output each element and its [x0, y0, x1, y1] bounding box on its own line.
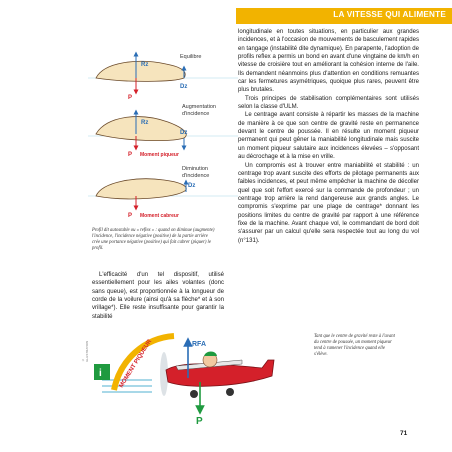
reflex-profile-diagram: [88, 36, 238, 224]
paragraph: Un compromis est à trouver entre maniabilité et stabilité : un centrage trop avant suscite des efforts de pilotage permanents aux faibles incidences, et peut même empêcher la machine de décoller quel que soit l'effort exercé sur la commande de profondeur ; un centrage trop arrière la rend dangereuse aux grands angles. Le compromis s'exprime par une plage de centrage* donnant les positions limites du centre de gravité par rapport à une référence fixe de la machine. Avant chaque vol, le commandant de bord doit s'assurer par un calcul qu'elle sera respectée tout au long du vol (n°131).: [238, 162, 419, 244]
diagram-state-equilibrium: [88, 54, 238, 101]
moment-piqueur-label: Moment piqueur: [140, 152, 179, 158]
paragraph: Le centrage avant consiste à répartir les masses de la machine de manière à ce que son centre de gravité reste en permanence devant le centre de poussée. Il en résulte un moment piqueur permanent qui peut gêner la maniabilité longitudinale mais suscite un moment piqueur salutaire aux incidences élevées – s'opposant au décrochage et à la mise en vrille.: [238, 112, 419, 161]
p-label: P: [128, 213, 133, 219]
p-label: P: [128, 95, 133, 101]
dz-label: Dz: [188, 183, 196, 189]
moment-cabreur-label: Moment cabreur: [140, 213, 179, 219]
wheel: [190, 390, 198, 398]
dz-label: Dz: [180, 84, 188, 90]
state-label-increase-line1: Augmentation: [182, 104, 216, 110]
moment-piqueur-text: MOMENT PIQUEUR: [118, 338, 154, 390]
incidence-badge: [94, 364, 110, 380]
rfa-label: RFA: [192, 341, 206, 348]
pilot-cap: [204, 352, 217, 357]
chapter-header-bar: [236, 8, 452, 24]
diagram-caption: Profil dit autostable ou « reflex » : quand on diminue (augmente) l'incidence, l'incidence négative (positive) de la partie arrière crée une portance négative (positive) qui fait cabrer (piquer) le profil.: [92, 228, 215, 251]
paragraph: Trois principes de stabilisation complémentaires sont utilisés selon la classe d'ULM.: [238, 95, 419, 111]
page-number: 71: [400, 430, 408, 437]
chapter-title: LA VITESSE QUI ALIMENTE: [333, 10, 446, 19]
state-label-increase-line2: d'incidence: [182, 111, 210, 117]
left-column-text: [92, 271, 224, 321]
dz-label: Dz: [180, 130, 188, 136]
wheel: [226, 388, 234, 396]
state-label-decrease-line1: Diminution: [182, 166, 208, 172]
paragraph: L'efficacité d'un tel dispositif, utilisé essentiellement pour les ailes volantes (donc sans queue), est proportionnée à la longueur de corde de la voilure (ainsi qu'à sa flèche* et à son vrillage*). Elle reste insuffisante pour garantir la stabilité: [92, 272, 224, 320]
illustration-caption: Tant que le centre de gravité reste à l'avant du centre de poussée, un moment piqueur tend à ramener l'incidence quand elle s'élève.: [314, 334, 395, 357]
diagram-state-incidence-decrease: [88, 166, 238, 219]
state-label-equilibrium: Equilibre: [180, 54, 202, 60]
right-column-text: [238, 28, 419, 245]
state-label-decrease-line2: d'incidence: [182, 173, 210, 179]
weight-label: P: [196, 416, 203, 427]
illustration-credit: © ILLUSTRATION: [81, 340, 89, 362]
ulm-cartoon-illustration: [92, 330, 302, 430]
paragraph: longitudinale en toutes situations, en particulier aux grandes incidences, et à l'occasion de mouvements de basculement rapides en tangage (instabilité dite dynamique). En parapente, l'adoption de profils reflex a permis un bond en avant d'une vingtaine de km/h en vitesse de croisière tout en améliorant la cohésion interne de l'aile. Ils demandent néanmoins plus d'attention en conditions remuantes car les fermetures asymétriques, quoique plus rares, peuvent être plus brutales.: [238, 29, 420, 94]
incidence-label: i: [99, 368, 102, 379]
rz-label: Rz: [141, 62, 149, 68]
diagram-state-incidence-increase: [88, 104, 238, 158]
rz-label: Rz: [141, 120, 149, 126]
p-label: P: [128, 152, 133, 158]
